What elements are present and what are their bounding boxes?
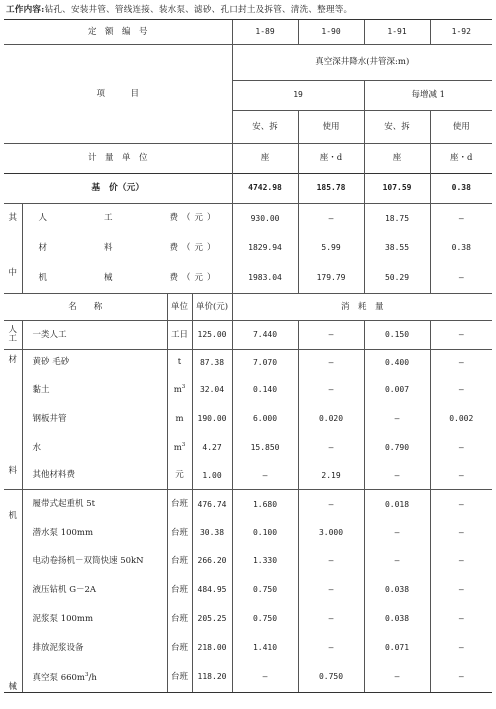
code-cell: 1-92 [430,20,492,45]
resource-row [4,663,492,692]
resource-value: 7.440 [232,321,298,350]
resource-value: — [430,605,492,634]
resource-value: — [430,576,492,605]
code-cell: 1-89 [232,20,298,45]
base-price-value: 0.38 [430,174,492,204]
resource-value: — [298,434,364,463]
resource-unit: 台班 [167,547,192,576]
resource-price: 125.00 [192,321,232,350]
consumption-header-row [4,294,492,321]
resource-value: — [364,463,430,490]
resource-unit: 台班 [167,520,192,547]
resource-unit: 元 [167,463,192,490]
cost-label [22,204,232,234]
resource-price: 4.27 [192,434,232,463]
section-side-char: 材 [8,355,17,365]
resource-name: 真空泵 $660m^3/h$ [22,663,167,692]
resource-unit: 台班 [167,663,192,692]
resource-value: 6.000 [232,405,298,434]
resource-unit: 台班 [167,576,192,605]
resource-row [4,376,492,405]
resource-value: — [364,520,430,547]
resource-value: — [430,463,492,490]
cost-row [4,234,492,264]
cost-label-part: 材 [38,243,48,254]
resource-row [4,520,492,547]
resource-price: 118.20 [192,663,232,692]
resource-value: 0.020 [298,405,364,434]
code-label: 定 额 编 号 [4,20,232,45]
resource-value: — [430,350,492,376]
cost-side [4,204,22,294]
resource-row [4,405,492,434]
resource-value: 1.680 [232,490,298,520]
unit-header: 单位 [167,294,192,321]
resource-value: — [364,405,430,434]
section-side-char: 工 [8,334,17,344]
item-label: 项 目 [4,45,232,144]
resource-row [4,547,492,576]
cost-value: — [430,204,492,234]
resource-name: 潜水泵 100mm [22,520,167,547]
resource-value: — [430,376,492,405]
op-label: 使用 [430,111,492,144]
resource-price: 190.00 [192,405,232,434]
cost-value: — [430,264,492,294]
resource-unit: 台班 [167,634,192,663]
cost-label-part: 工 [104,213,113,224]
resource-unit: 台班 [167,490,192,520]
resource-unit: t [167,350,192,376]
resource-value: — [298,634,364,663]
work-content-text: 钻孔、安装井管、管线连接、装水泵、滤砂、孔口封土及拆管、清洗、整理等。 [44,5,353,15]
cost-row [4,204,492,234]
resource-value: — [298,321,364,350]
resource-price: 30.38 [192,520,232,547]
unit-row [4,144,492,174]
resource-value: — [232,463,298,490]
section-side-char: 机 [8,511,17,521]
resource-value: 0.002 [430,405,492,434]
price-header: 单价(元) [192,294,232,321]
resource-price: 218.00 [192,634,232,663]
resource-value: 0.750 [232,576,298,605]
resource-name: 泥浆泵 100mm [22,605,167,634]
quota-table [4,19,492,693]
resource-name: 电动卷扬机－双筒快速 50kN [22,547,167,576]
resource-unit: 台班 [167,605,192,634]
resource-value: 0.750 [298,663,364,692]
resource-value: — [430,520,492,547]
resource-value: — [298,376,364,405]
unit-label: 计 量 单 位 [88,153,148,164]
resource-price: 1.00 [192,463,232,490]
resource-name: 黄砂 毛砂 [22,350,167,376]
op-label: 安、拆 [364,111,430,144]
resource-value: 0.071 [364,634,430,663]
cost-value: 50.29 [364,264,430,294]
resource-value: 2.19 [298,463,364,490]
resource-unit: 工日 [167,321,192,350]
resource-price: 266.20 [192,547,232,576]
resource-unit: $m^3$ [167,434,192,463]
cost-label [22,234,232,264]
resource-name: 钢板井管 [22,405,167,434]
section-side-char: 料 [8,465,17,476]
unit-cell: 座 [232,144,298,174]
cost-value: 1829.94 [232,234,298,264]
cost-value: 179.79 [298,264,364,294]
resource-row [4,434,492,463]
cost-row [4,264,492,294]
base-price-value: 107.59 [364,174,430,204]
section-side [4,490,22,693]
unit-cell: 座 [364,144,430,174]
section-side [4,350,22,490]
cost-label-part: 费（元） [169,213,220,224]
resource-row [4,463,492,490]
resource-name: 履带式起重机 5t [22,490,167,520]
resource-value: 15.850 [232,434,298,463]
resource-row [4,350,492,376]
cost-side-bottom: 中 [8,267,17,278]
resource-value: — [298,547,364,576]
base-price-row [4,174,492,204]
cost-label [22,264,232,294]
cost-value: 18.75 [364,204,430,234]
resource-row [4,634,492,663]
section-side-char: 械 [8,681,17,692]
code-row [4,20,492,45]
resource-value: 0.790 [364,434,430,463]
resource-unit: m [167,405,192,434]
resource-value: 0.750 [232,605,298,634]
op-label: 使用 [298,111,364,144]
resource-price: 476.74 [192,490,232,520]
unit-cell: 座・d [430,144,492,174]
work-content [6,3,352,15]
cost-label-part: 械 [104,272,113,283]
base-price-value: 185.78 [298,174,364,204]
cost-value: — [298,204,364,234]
resource-value: — [430,663,492,692]
resource-price: 205.25 [192,605,232,634]
resource-value: 0.400 [364,350,430,376]
resource-value: 0.007 [364,376,430,405]
resource-price: 32.04 [192,376,232,405]
unit-cell: 座・d [298,144,364,174]
resource-row [4,490,492,520]
cost-label-part: 机 [38,272,48,283]
resource-row [4,321,492,350]
cost-value: 38.55 [364,234,430,264]
resource-row [4,605,492,634]
resource-value: 0.038 [364,576,430,605]
resource-value: 7.070 [232,350,298,376]
group-row [4,45,492,81]
subgroup-label: 每增减 1 [364,81,492,111]
code-cell: 1-91 [364,20,430,45]
name-header: 名 称 [4,294,167,321]
resource-value: 0.140 [232,376,298,405]
cost-label-part: 费（元） [169,243,220,254]
consume-header: 消 耗 量 [232,294,492,321]
resource-price: 484.95 [192,576,232,605]
resource-value: 0.150 [364,321,430,350]
resource-value: — [430,634,492,663]
cost-value: 5.99 [298,234,364,264]
section-side [4,321,22,350]
resource-name: 其他材料费 [22,463,167,490]
resource-name: 液压钻机 G－2A [22,576,167,605]
resource-name: 一类人工 [22,321,167,350]
resource-row [4,576,492,605]
cost-value: 930.00 [232,204,298,234]
resource-value: — [298,605,364,634]
resource-value: — [430,547,492,576]
resource-value: — [364,663,430,692]
resource-value: — [232,663,298,692]
resource-value: — [298,576,364,605]
resource-name: 排放泥浆设备 [22,634,167,663]
resource-price: 87.38 [192,350,232,376]
resource-value: 0.018 [364,490,430,520]
resource-value: 1.410 [232,634,298,663]
resource-value: 0.100 [232,520,298,547]
resource-value: 1.330 [232,547,298,576]
cost-side-top: 其 [8,213,17,223]
resource-value: — [430,434,492,463]
resource-name: 水 [22,434,167,463]
cost-value: 0.38 [430,234,492,264]
base-price-label: 基 价（元） [4,174,232,204]
op-label: 安、拆 [232,111,298,144]
resource-value: — [298,350,364,376]
cost-value: 1983.04 [232,264,298,294]
work-content-label: 工作内容: [6,5,45,15]
section-side-char: 人 [8,325,17,336]
resource-value: 0.038 [364,605,430,634]
cost-label-part: 料 [104,243,113,254]
resource-unit: $m^3$ [167,376,192,405]
group-title: 真空深井降水(井管深:m) [232,45,492,81]
code-cell: 1-90 [298,20,364,45]
subgroup-label: 19 [232,81,364,111]
base-price-value: 4742.98 [232,174,298,204]
cost-label-part: 人 [38,213,48,224]
resource-value: — [364,547,430,576]
resource-value: 3.000 [298,520,364,547]
resource-value: — [430,490,492,520]
cost-label-part: 费（元） [169,272,220,283]
resource-value: — [430,321,492,350]
resource-name: 黏土 [22,376,167,405]
resource-value: — [298,490,364,520]
